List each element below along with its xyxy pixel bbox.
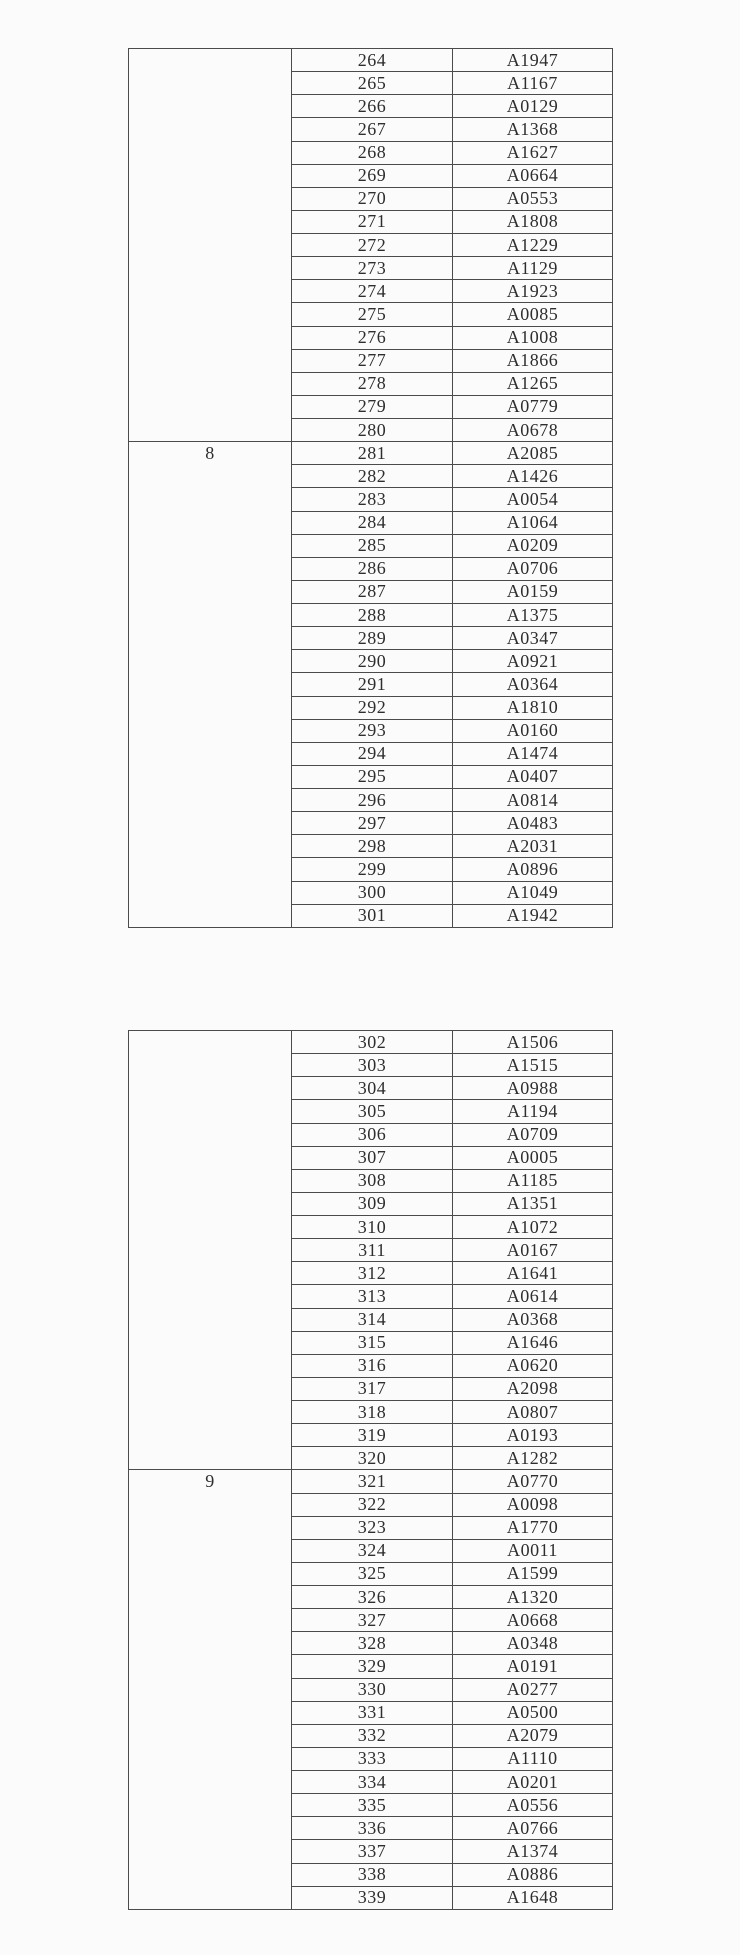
participant-id-cell: A0556	[453, 1794, 613, 1817]
participant-id-cell: A1506	[453, 1031, 613, 1054]
participant-id-cell: A1942	[453, 904, 613, 927]
sequence-number-cell: 294	[292, 742, 453, 765]
sequence-number-cell: 277	[292, 349, 453, 372]
group-number-cell: 8	[129, 442, 292, 928]
participant-id-cell: A0886	[453, 1863, 613, 1886]
sequence-number-cell: 303	[292, 1054, 453, 1077]
participant-id-cell: A0191	[453, 1655, 613, 1678]
sequence-number-cell: 290	[292, 650, 453, 673]
sequence-number-cell: 337	[292, 1840, 453, 1863]
sequence-number-cell: 270	[292, 187, 453, 210]
participant-id-cell: A0005	[453, 1146, 613, 1169]
sequence-number-cell: 320	[292, 1447, 453, 1470]
group-number-cell	[129, 1031, 292, 1470]
sequence-number-cell: 278	[292, 372, 453, 395]
participant-id-cell: A0766	[453, 1817, 613, 1840]
participant-id-cell: A1110	[453, 1747, 613, 1770]
participant-id-cell: A2031	[453, 835, 613, 858]
sequence-number-cell: 280	[292, 419, 453, 442]
sequence-number-cell: 272	[292, 234, 453, 257]
sequence-number-cell: 268	[292, 141, 453, 164]
participant-id-cell: A1808	[453, 210, 613, 233]
participant-id-cell: A1064	[453, 511, 613, 534]
participant-id-cell: A1646	[453, 1331, 613, 1354]
participant-id-cell: A1368	[453, 118, 613, 141]
participant-id-cell: A0167	[453, 1239, 613, 1262]
sequence-number-cell: 338	[292, 1863, 453, 1886]
table-row	[129, 442, 613, 465]
participant-id-cell: A0277	[453, 1678, 613, 1701]
participant-id-cell: A0129	[453, 95, 613, 118]
sequence-number-cell: 284	[292, 511, 453, 534]
sequence-number-cell: 339	[292, 1886, 453, 1909]
participant-id-cell: A1947	[453, 49, 613, 72]
sequence-number-cell: 316	[292, 1354, 453, 1377]
participant-id-cell: A1866	[453, 349, 613, 372]
sequence-number-cell: 271	[292, 210, 453, 233]
sequence-number-cell: 311	[292, 1239, 453, 1262]
sequence-number-cell: 321	[292, 1470, 453, 1493]
roster-table-upper	[128, 48, 613, 928]
sequence-number-cell: 308	[292, 1169, 453, 1192]
sequence-number-cell: 287	[292, 580, 453, 603]
sequence-number-cell: 324	[292, 1539, 453, 1562]
participant-id-cell: A0368	[453, 1308, 613, 1331]
participant-id-cell: A1810	[453, 696, 613, 719]
sequence-number-cell: 300	[292, 881, 453, 904]
sequence-number-cell: 295	[292, 765, 453, 788]
roster-table-upper-body	[129, 49, 613, 928]
sequence-number-cell: 279	[292, 395, 453, 418]
participant-id-cell: A0348	[453, 1632, 613, 1655]
participant-id-cell: A0668	[453, 1609, 613, 1632]
participant-id-cell: A1185	[453, 1169, 613, 1192]
participant-id-cell: A0193	[453, 1424, 613, 1447]
roster-table-lower-body	[129, 1031, 613, 1910]
sequence-number-cell: 297	[292, 812, 453, 835]
participant-id-cell: A0407	[453, 765, 613, 788]
sequence-number-cell: 296	[292, 789, 453, 812]
sequence-number-cell: 289	[292, 627, 453, 650]
sequence-number-cell: 267	[292, 118, 453, 141]
participant-id-cell: A0159	[453, 580, 613, 603]
sequence-number-cell: 312	[292, 1262, 453, 1285]
participant-id-cell: A0779	[453, 395, 613, 418]
sequence-number-cell: 319	[292, 1424, 453, 1447]
participant-id-cell: A1923	[453, 280, 613, 303]
sequence-number-cell: 313	[292, 1285, 453, 1308]
sequence-number-cell: 310	[292, 1216, 453, 1239]
sequence-number-cell: 314	[292, 1308, 453, 1331]
sequence-number-cell: 336	[292, 1817, 453, 1840]
participant-id-cell: A1282	[453, 1447, 613, 1470]
participant-id-cell: A0614	[453, 1285, 613, 1308]
participant-id-cell: A0347	[453, 627, 613, 650]
participant-id-cell: A0706	[453, 557, 613, 580]
sequence-number-cell: 333	[292, 1747, 453, 1770]
participant-id-cell: A1426	[453, 465, 613, 488]
sequence-number-cell: 307	[292, 1146, 453, 1169]
participant-id-cell: A1194	[453, 1100, 613, 1123]
sequence-number-cell: 288	[292, 604, 453, 627]
sequence-number-cell: 309	[292, 1192, 453, 1215]
participant-id-cell: A1351	[453, 1192, 613, 1215]
participant-id-cell: A0364	[453, 673, 613, 696]
participant-id-cell: A0814	[453, 789, 613, 812]
sequence-number-cell: 327	[292, 1609, 453, 1632]
participant-id-cell: A1049	[453, 881, 613, 904]
sequence-number-cell: 292	[292, 696, 453, 719]
sequence-number-cell: 286	[292, 557, 453, 580]
sequence-number-cell: 304	[292, 1077, 453, 1100]
participant-id-cell: A1129	[453, 257, 613, 280]
participant-id-cell: A0921	[453, 650, 613, 673]
sequence-number-cell: 269	[292, 164, 453, 187]
participant-id-cell: A1375	[453, 604, 613, 627]
participant-id-cell: A2085	[453, 442, 613, 465]
sequence-number-cell: 275	[292, 303, 453, 326]
sequence-number-cell: 335	[292, 1794, 453, 1817]
participant-id-cell: A2098	[453, 1377, 613, 1400]
sequence-number-cell: 281	[292, 442, 453, 465]
sequence-number-cell: 302	[292, 1031, 453, 1054]
sequence-number-cell: 273	[292, 257, 453, 280]
participant-id-cell: A1167	[453, 72, 613, 95]
sequence-number-cell: 334	[292, 1771, 453, 1794]
sequence-number-cell: 291	[292, 673, 453, 696]
participant-id-cell: A1515	[453, 1054, 613, 1077]
sequence-number-cell: 282	[292, 465, 453, 488]
participant-id-cell: A0160	[453, 719, 613, 742]
participant-id-cell: A0011	[453, 1539, 613, 1562]
sequence-number-cell: 298	[292, 835, 453, 858]
participant-id-cell: A1008	[453, 326, 613, 349]
sequence-number-cell: 328	[292, 1632, 453, 1655]
sequence-number-cell: 299	[292, 858, 453, 881]
participant-id-cell: A1641	[453, 1262, 613, 1285]
sequence-number-cell: 331	[292, 1701, 453, 1724]
participant-id-cell: A1374	[453, 1840, 613, 1863]
sequence-number-cell: 325	[292, 1562, 453, 1585]
participant-id-cell: A1265	[453, 372, 613, 395]
sequence-number-cell: 305	[292, 1100, 453, 1123]
sequence-number-cell: 283	[292, 488, 453, 511]
group-number-cell	[129, 49, 292, 442]
sequence-number-cell: 285	[292, 534, 453, 557]
sequence-number-cell: 330	[292, 1678, 453, 1701]
table-row	[129, 49, 613, 72]
participant-id-cell: A0709	[453, 1123, 613, 1146]
participant-id-cell: A0085	[453, 303, 613, 326]
participant-id-cell: A0807	[453, 1401, 613, 1424]
sequence-number-cell: 266	[292, 95, 453, 118]
participant-id-cell: A0483	[453, 812, 613, 835]
participant-id-cell: A1320	[453, 1586, 613, 1609]
participant-id-cell: A0054	[453, 488, 613, 511]
sequence-number-cell: 306	[292, 1123, 453, 1146]
sequence-number-cell: 276	[292, 326, 453, 349]
sequence-number-cell: 318	[292, 1401, 453, 1424]
sequence-number-cell: 323	[292, 1516, 453, 1539]
participant-id-cell: A1627	[453, 141, 613, 164]
participant-id-cell: A0209	[453, 534, 613, 557]
sequence-number-cell: 315	[292, 1331, 453, 1354]
sequence-number-cell: 293	[292, 719, 453, 742]
sequence-number-cell: 301	[292, 904, 453, 927]
table-row	[129, 1031, 613, 1054]
participant-id-cell: A0098	[453, 1493, 613, 1516]
sequence-number-cell: 326	[292, 1586, 453, 1609]
sequence-number-cell: 265	[292, 72, 453, 95]
participant-id-cell: A0500	[453, 1701, 613, 1724]
table-row	[129, 1470, 613, 1493]
sequence-number-cell: 274	[292, 280, 453, 303]
participant-id-cell: A1648	[453, 1886, 613, 1909]
roster-table-lower	[128, 1030, 613, 1910]
participant-id-cell: A1599	[453, 1562, 613, 1585]
sequence-number-cell: 322	[292, 1493, 453, 1516]
participant-id-cell: A0620	[453, 1354, 613, 1377]
participant-id-cell: A1229	[453, 234, 613, 257]
participant-id-cell: A1770	[453, 1516, 613, 1539]
participant-id-cell: A0664	[453, 164, 613, 187]
sequence-number-cell: 332	[292, 1724, 453, 1747]
participant-id-cell: A1072	[453, 1216, 613, 1239]
participant-id-cell: A0896	[453, 858, 613, 881]
group-number-cell: 9	[129, 1470, 292, 1910]
participant-id-cell: A2079	[453, 1724, 613, 1747]
participant-id-cell: A0553	[453, 187, 613, 210]
sequence-number-cell: 317	[292, 1377, 453, 1400]
participant-id-cell: A0770	[453, 1470, 613, 1493]
sequence-number-cell: 264	[292, 49, 453, 72]
participant-id-cell: A0678	[453, 419, 613, 442]
participant-id-cell: A0201	[453, 1771, 613, 1794]
sequence-number-cell: 329	[292, 1655, 453, 1678]
participant-id-cell: A1474	[453, 742, 613, 765]
participant-id-cell: A0988	[453, 1077, 613, 1100]
